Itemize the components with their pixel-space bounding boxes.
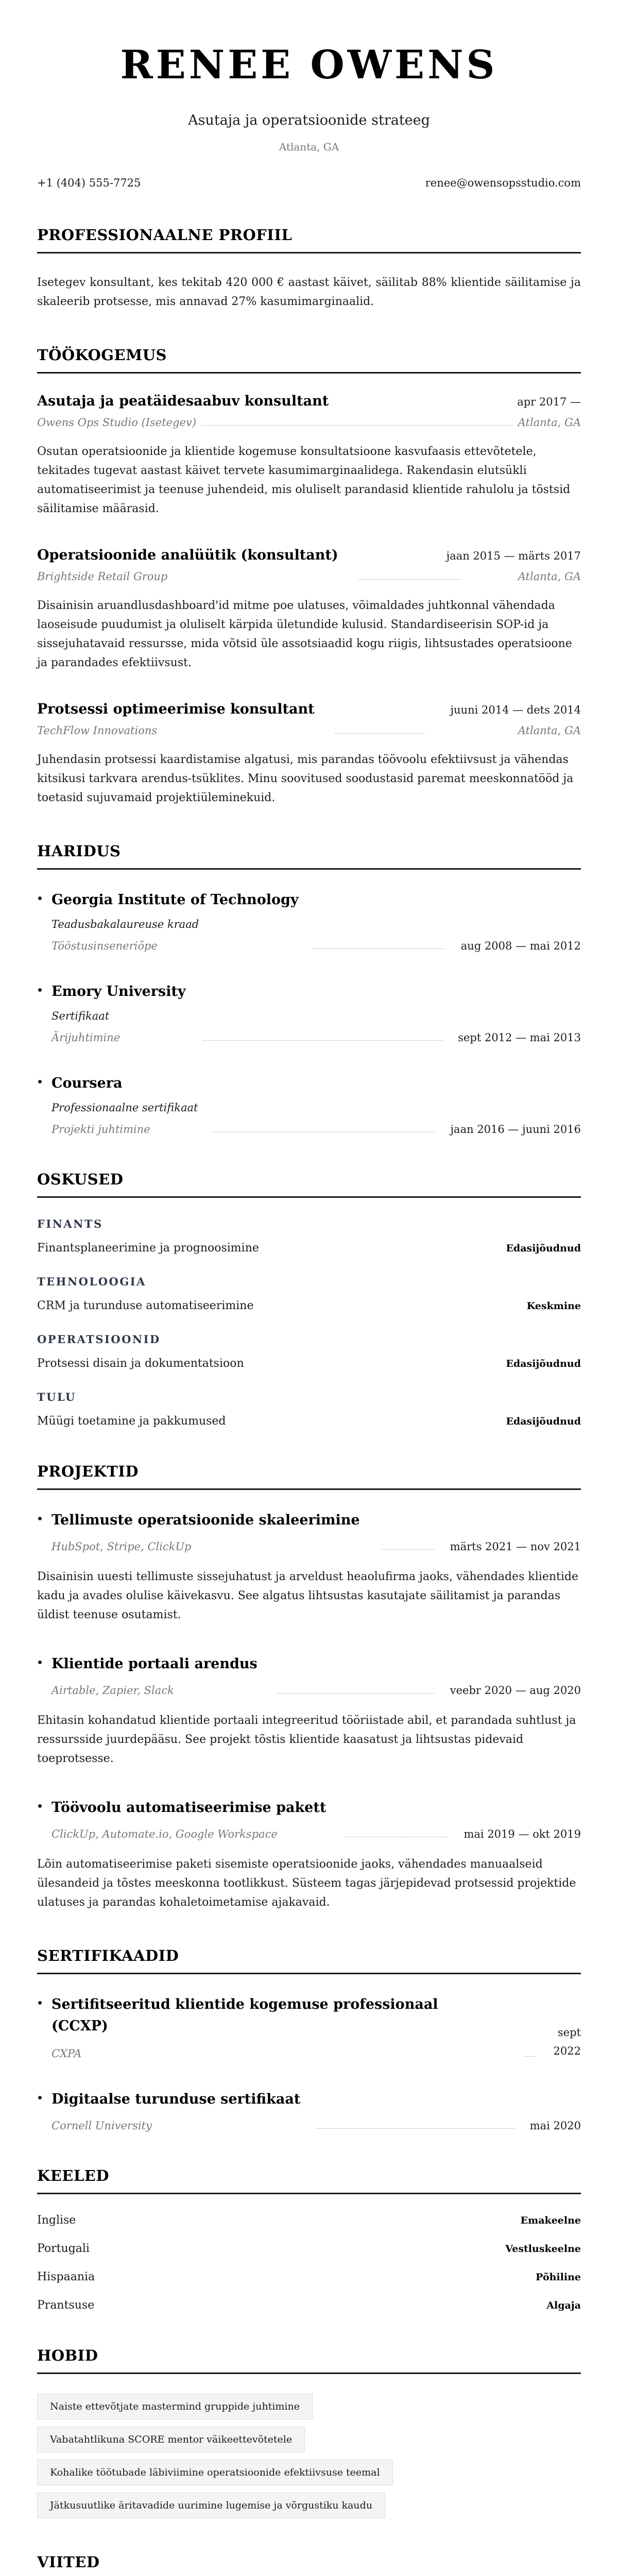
dotted-leader [201, 425, 513, 426]
bullet-icon [38, 2096, 42, 2099]
skill-group [37, 1333, 581, 1370]
candidate-name: RENEE OWENS [120, 42, 498, 88]
section-languages [37, 2167, 581, 2312]
section-title: HOBID [37, 2347, 581, 2374]
skill-name: Protsessi disain ja dokumentatsioon [37, 1357, 244, 1370]
project-dates: mai 2019 — okt 2019 [464, 1828, 581, 1840]
education-entry [37, 1073, 581, 1136]
project-description: Ehitasin kohandatud klientide portaali integreeritud tööriistade abil, et parandada suhtlust ja ressursside juurdepääsu. See projekt tõstis klientide kaasatust ja lihtsustas pidevaid toeprotsesse. [37, 1714, 576, 1765]
skill-name: Finantsplaneerimine ja prognoosimine [37, 1242, 259, 1255]
field-of-study: Ärijuhtimine [52, 1031, 121, 1044]
section-education [37, 842, 581, 1136]
skill-category: TEHNOLOOGIA [37, 1275, 146, 1288]
job-company: TechFlow Innovations [37, 724, 158, 737]
institution-name: Georgia Institute of Technology [52, 892, 299, 908]
project-tools: Airtable, Zapier, Slack [52, 1684, 174, 1697]
certification-issuer: CXPA [52, 2047, 82, 2060]
section-certifications [37, 1947, 581, 2132]
skill-level: Edasijõudnud [506, 1243, 581, 1254]
degree-name: Sertifikaat [52, 1010, 110, 1022]
language-name: Hispaania [37, 2270, 95, 2283]
language-row [37, 2214, 581, 2227]
job-company: Brightside Retail Group [37, 570, 168, 583]
degree-name: Professionaalne sertifikaat [52, 1101, 198, 1114]
section-skills [37, 1171, 581, 1428]
hobby-tag: Kohalike töötubade läbiviimine operatsioonide efektiivsuse teemal [37, 2460, 393, 2485]
institution-name: Coursera [52, 1075, 123, 1091]
project-description: Lõin automatiseerimise paketi sisemiste operatsioonide jaoks, vähendades manuaalseid ülesandeid ja tõstes meeskonna tootlikkust. Süsteem tagas järjepidevad protsessid projektide ulatuses ja parandas kohaletoimetamise ajakavaid. [37, 1858, 576, 1909]
job-description: Disainisin aruandlusdashboard'id mitme poe ulatuses, võimaldades juhtkonnal vähendada laoseisude puudumist ja oluliselt kärpida ületundide kulusid. Standardiseerisin SOP-id ja sissejuhatavaid ressursse, mida võtsid üle assotsiaadid kogu riigis, lihtsustades operatsioone ja parandades efektiivsust. [37, 599, 572, 669]
language-row [37, 2299, 581, 2312]
skill-name: Müügi toetamine ja pakkumused [37, 1415, 226, 1428]
certification-name: Digitaalse turunduse sertifikaat [52, 2091, 301, 2107]
section-title: PROJEKTID [37, 1463, 581, 1490]
resume-header [37, 42, 581, 189]
institution-name: Emory University [52, 984, 186, 999]
language-name: Inglise [37, 2214, 76, 2227]
degree-name: Teadusbakalaureuse kraad [52, 918, 199, 930]
hobby-tag: Vabatahtlikuna SCORE mentor väikeettevõtetele [37, 2427, 305, 2452]
job-entry [37, 701, 581, 807]
job-entry [37, 393, 581, 518]
section-title: VIITED [37, 2553, 581, 2576]
section-title: PROFESSIONAALNE PROFIIL [37, 226, 581, 253]
bullet-icon [38, 2001, 42, 2005]
education-dates: aug 2008 — mai 2012 [460, 940, 581, 952]
education-entry [37, 981, 581, 1044]
bullet-icon [38, 1517, 42, 1520]
education-entry [37, 889, 581, 952]
job-location: Atlanta, GA [518, 570, 581, 583]
job-description: Osutan operatsioonide ja klientide kogemuse konsultatsioone kasvufaasis ettevõtetele, tekitades tugevat aastast käivet tervete kasumimarginaalidega. Rakendasin elutsükli automatiseerimist ja teenuse juhendeid, mis oluliselt parandasid klientide rahulolu ja tõstsid säilitamise määrasid. [37, 445, 571, 515]
education-dates: sept 2012 — mai 2013 [458, 1031, 581, 1044]
hobby-tag: Jätkusuutlike äritavadide uurimine lugemise ja võrgustiku kaudu [37, 2493, 385, 2518]
field-of-study: Tööstusinseneriõpe [52, 940, 158, 952]
skill-name: CRM ja turunduse automatiseerimine [37, 1299, 254, 1312]
skill-group [37, 1217, 581, 1255]
language-level: Põhiline [536, 2272, 581, 2283]
job-entry [37, 547, 581, 672]
job-location: Atlanta, GA [518, 416, 581, 429]
certification-name: Sertifitseeritud klientide kogemuse professionaal (CCXP) [52, 1996, 438, 2034]
job-dates: apr 2017 — [517, 396, 581, 408]
section-title: TÖÖKOGEMUS [37, 346, 581, 374]
dotted-leader [317, 2128, 514, 2129]
field-of-study: Projekti juhtimine [52, 1123, 150, 1136]
certification-entry [37, 1994, 581, 2060]
section-references [37, 2553, 581, 2576]
contact-row [37, 177, 581, 189]
certification-issuer: Cornell University [52, 2120, 152, 2132]
section-hobbies [37, 2347, 581, 2518]
section-projects [37, 1463, 581, 1912]
skill-category: TULU [37, 1391, 76, 1403]
skill-category: OPERATSIOONID [37, 1333, 161, 1346]
job-dates: jaan 2015 — märts 2017 [446, 550, 581, 562]
project-entry [37, 1797, 581, 1912]
candidate-tagline: Asutaja ja operatsioonide strateeg [188, 112, 430, 128]
section-title: KEELED [37, 2167, 581, 2194]
education-dates: jaan 2016 — juuni 2016 [450, 1123, 581, 1136]
language-name: Prantsuse [37, 2299, 95, 2312]
section-title: SERTIFIKAADID [37, 1947, 581, 1974]
skill-level: Edasijõudnud [506, 1358, 581, 1369]
project-name: Klientide portaali arendus [52, 1656, 258, 1672]
dotted-leader [335, 733, 425, 734]
job-location: Atlanta, GA [518, 724, 581, 737]
skill-level: Edasijõudnud [506, 1416, 581, 1427]
email-address: renee@owensopsstudio.com [425, 177, 581, 189]
language-level: Algaja [546, 2300, 581, 2311]
bullet-icon [38, 1080, 42, 1083]
language-level: Emakeelne [520, 2215, 581, 2226]
job-description: Juhendasin protsessi kaardistamise algatusi, mis parandas töövoolu efektiivsust ja vähendas kitsikusi tarkvara arendus-tsüklites. Minu soovitused soodustasid paremat meeskonnatööd ja toetasid sujuvamaid projektiüleminekuid. [37, 753, 574, 804]
dotted-leader [312, 948, 445, 949]
dotted-leader [382, 1549, 434, 1550]
candidate-location: Atlanta, GA [279, 141, 339, 153]
profile-summary: Isetegev konsultant, kes tekitab 420 000 € aastast käivet, säilitab 88% klientide säilitamise ja skaleerib protsesse, mis annavad 27% kasumimarginaalid. [37, 276, 581, 308]
project-name: Tellimuste operatsioonide skaleerimine [52, 1512, 360, 1528]
job-title: Operatsioonide analüütik (konsultant) [37, 547, 338, 563]
section-title: HARIDUS [37, 842, 581, 870]
skill-level: Keskmine [526, 1300, 581, 1312]
skill-category: FINANTS [37, 1217, 103, 1230]
bullet-icon [38, 1660, 42, 1664]
skill-group [37, 1275, 581, 1312]
bullet-icon [38, 1804, 42, 1808]
skill-group [37, 1391, 581, 1428]
project-entry [37, 1653, 581, 1768]
job-title: Asutaja ja peatäidesaabuv konsultant [37, 393, 329, 409]
project-tools: ClickUp, Automate.io, Google Workspace [52, 1828, 278, 1840]
hobby-list [37, 2394, 581, 2518]
certification-date: sept 2022 [553, 2026, 581, 2057]
section-profile [37, 226, 581, 311]
job-dates: juuni 2014 — dets 2014 [450, 704, 581, 716]
project-entry [37, 1510, 581, 1624]
hobby-tag: Naiste ettevõtjate mastermind gruppide juhtimine [37, 2394, 313, 2419]
job-company: Owens Ops Studio (Isetegev) [37, 416, 197, 429]
section-title: OSKUSED [37, 1171, 581, 1198]
language-row [37, 2270, 581, 2283]
language-name: Portugali [37, 2242, 90, 2255]
job-title: Protsessi optimeerimise konsultant [37, 701, 315, 717]
project-description: Disainisin uuesti tellimuste sissejuhatust ja arveldust heaolufirma jaoks, vähendades klientide kadu ja avades olulise käivekasvu. See algatus lihtsustas kasutajate säilitamist ja parandas üldist teenuse osutamist. [37, 1570, 578, 1621]
section-experience [37, 346, 581, 807]
bullet-icon [38, 988, 42, 992]
dotted-leader [525, 2056, 536, 2057]
project-tools: HubSpot, Stripe, ClickUp [52, 1540, 192, 1553]
language-row [37, 2242, 581, 2255]
certification-entry [37, 2089, 581, 2132]
dotted-leader [202, 1040, 442, 1041]
language-level: Vestluskeelne [505, 2243, 581, 2255]
phone-number: +1 (404) 555-7725 [37, 177, 141, 189]
dotted-leader [358, 579, 461, 580]
bullet-icon [38, 896, 42, 900]
certification-date: mai 2020 [529, 2120, 581, 2132]
project-dates: veebr 2020 — aug 2020 [450, 1684, 581, 1697]
project-name: Töövoolu automatiseerimise pakett [52, 1800, 327, 1816]
project-dates: märts 2021 — nov 2021 [450, 1540, 581, 1553]
